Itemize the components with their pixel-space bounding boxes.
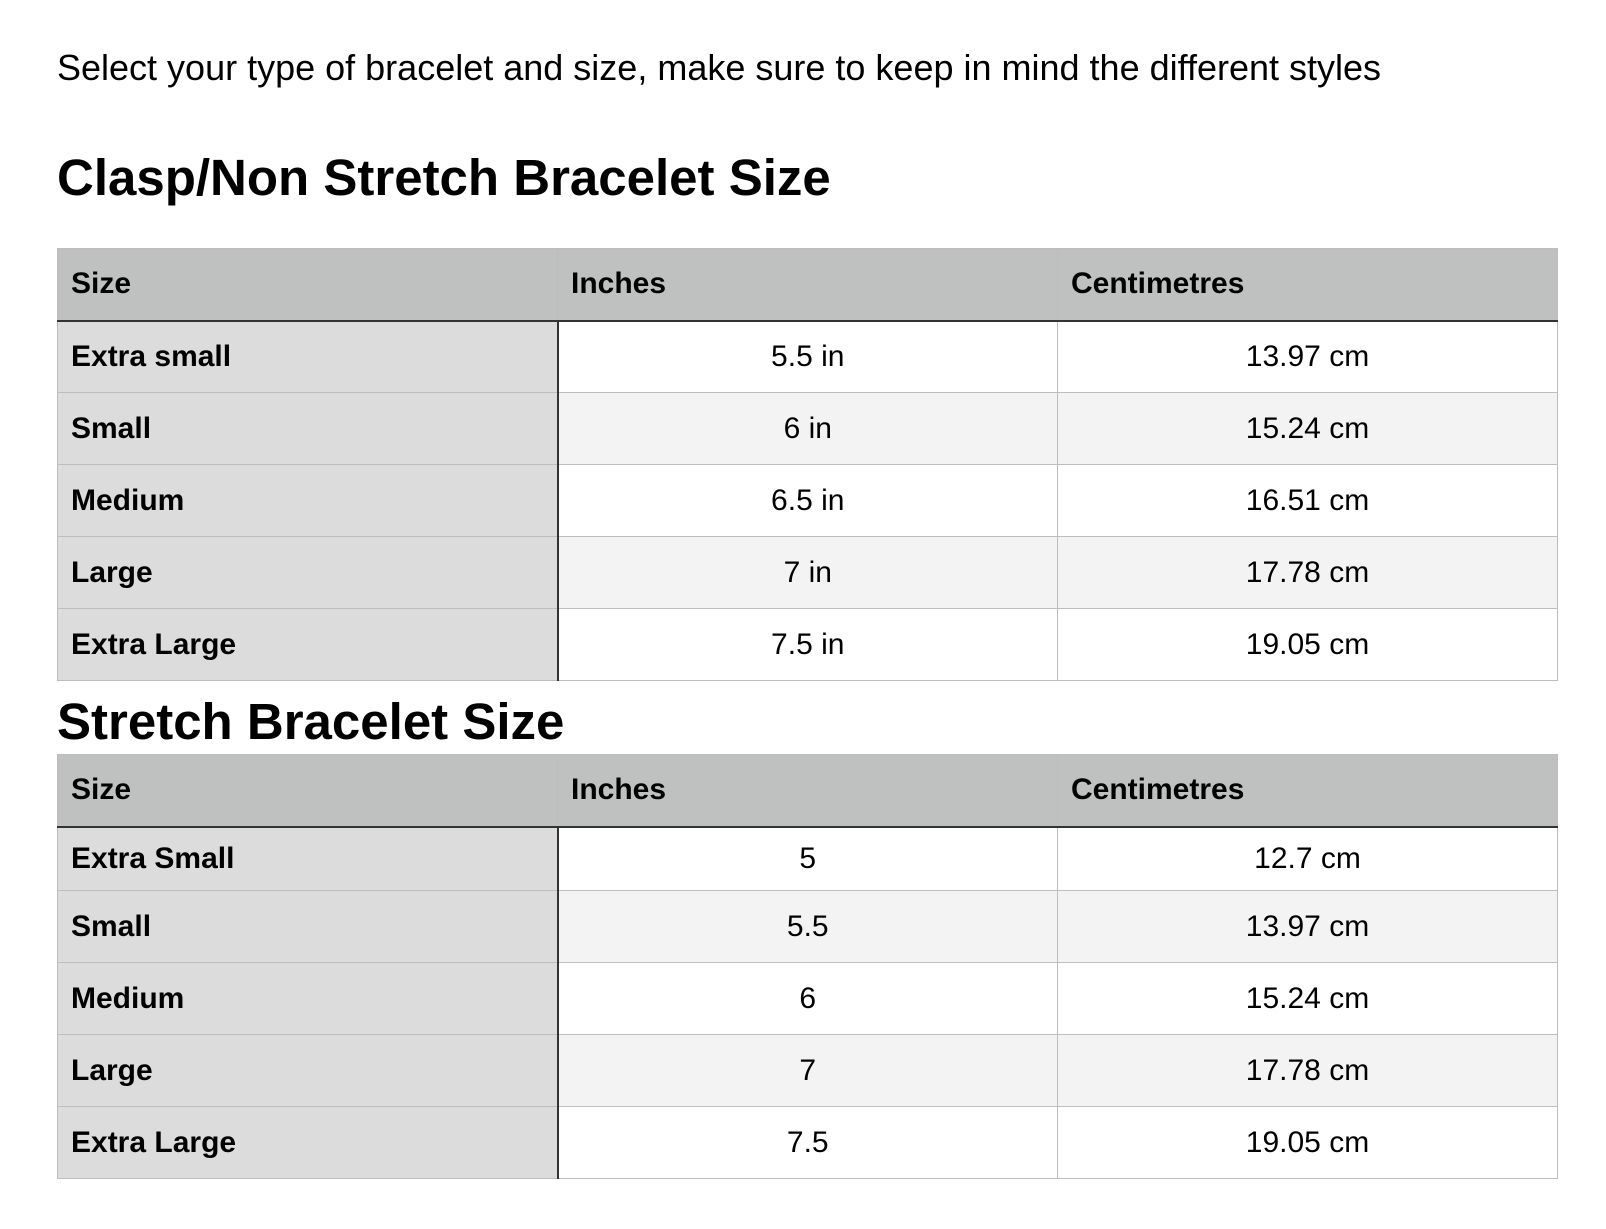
table-header-row: [58, 249, 1558, 321]
centimetres-cell: 19.05 cm: [1058, 609, 1558, 681]
size-cell: Extra Small: [58, 827, 558, 891]
table-row: [58, 609, 1558, 681]
size-cell: Small: [58, 393, 558, 465]
inches-cell: 5: [558, 827, 1058, 891]
table-header-row: [58, 755, 1558, 827]
inches-cell: 6.5 in: [558, 465, 1058, 537]
table-row: [58, 321, 1558, 393]
stretch-section-title: Stretch Bracelet Size: [57, 693, 565, 750]
inches-column-header: Inches: [558, 249, 1058, 321]
stretch-size-table: [57, 754, 1558, 1179]
inches-cell: 6: [558, 963, 1058, 1035]
inches-cell: 5.5: [558, 891, 1058, 963]
centimetres-cell: 15.24 cm: [1058, 963, 1558, 1035]
inches-cell: 7: [558, 1035, 1058, 1107]
size-cell: Extra Large: [58, 1107, 558, 1179]
centimetres-cell: 17.78 cm: [1058, 537, 1558, 609]
table-row: [58, 963, 1558, 1035]
inches-column-header: Inches: [558, 755, 1058, 827]
size-cell: Small: [58, 891, 558, 963]
size-cell: Medium: [58, 465, 558, 537]
clasp-section-title: Clasp/Non Stretch Bracelet Size: [57, 149, 831, 206]
table-row: [58, 393, 1558, 465]
centimetres-cell: 13.97 cm: [1058, 891, 1558, 963]
centimetres-cell: 15.24 cm: [1058, 393, 1558, 465]
size-column-header: Size: [58, 755, 558, 827]
table-row: [58, 537, 1558, 609]
centimetres-cell: 16.51 cm: [1058, 465, 1558, 537]
inches-cell: 6 in: [558, 393, 1058, 465]
inches-cell: 7.5: [558, 1107, 1058, 1179]
centimetres-cell: 13.97 cm: [1058, 321, 1558, 393]
inches-cell: 5.5 in: [558, 321, 1058, 393]
table-row: [58, 827, 1558, 891]
centimetres-column-header: Centimetres: [1058, 249, 1558, 321]
size-cell: Extra Large: [58, 609, 558, 681]
table-row: [58, 1035, 1558, 1107]
centimetres-column-header: Centimetres: [1058, 755, 1558, 827]
table-row: [58, 891, 1558, 963]
inches-cell: 7 in: [558, 537, 1058, 609]
size-cell: Medium: [58, 963, 558, 1035]
size-cell: Extra small: [58, 321, 558, 393]
inches-cell: 7.5 in: [558, 609, 1058, 681]
centimetres-cell: 17.78 cm: [1058, 1035, 1558, 1107]
clasp-size-table: [57, 248, 1558, 681]
table-row: [58, 465, 1558, 537]
centimetres-cell: 12.7 cm: [1058, 827, 1558, 891]
centimetres-cell: 19.05 cm: [1058, 1107, 1558, 1179]
size-column-header: Size: [58, 249, 558, 321]
size-cell: Large: [58, 537, 558, 609]
size-cell: Large: [58, 1035, 558, 1107]
intro-text: Select your type of bracelet and size, make sure to keep in mind the different styles: [57, 47, 1382, 88]
table-row: [58, 1107, 1558, 1179]
